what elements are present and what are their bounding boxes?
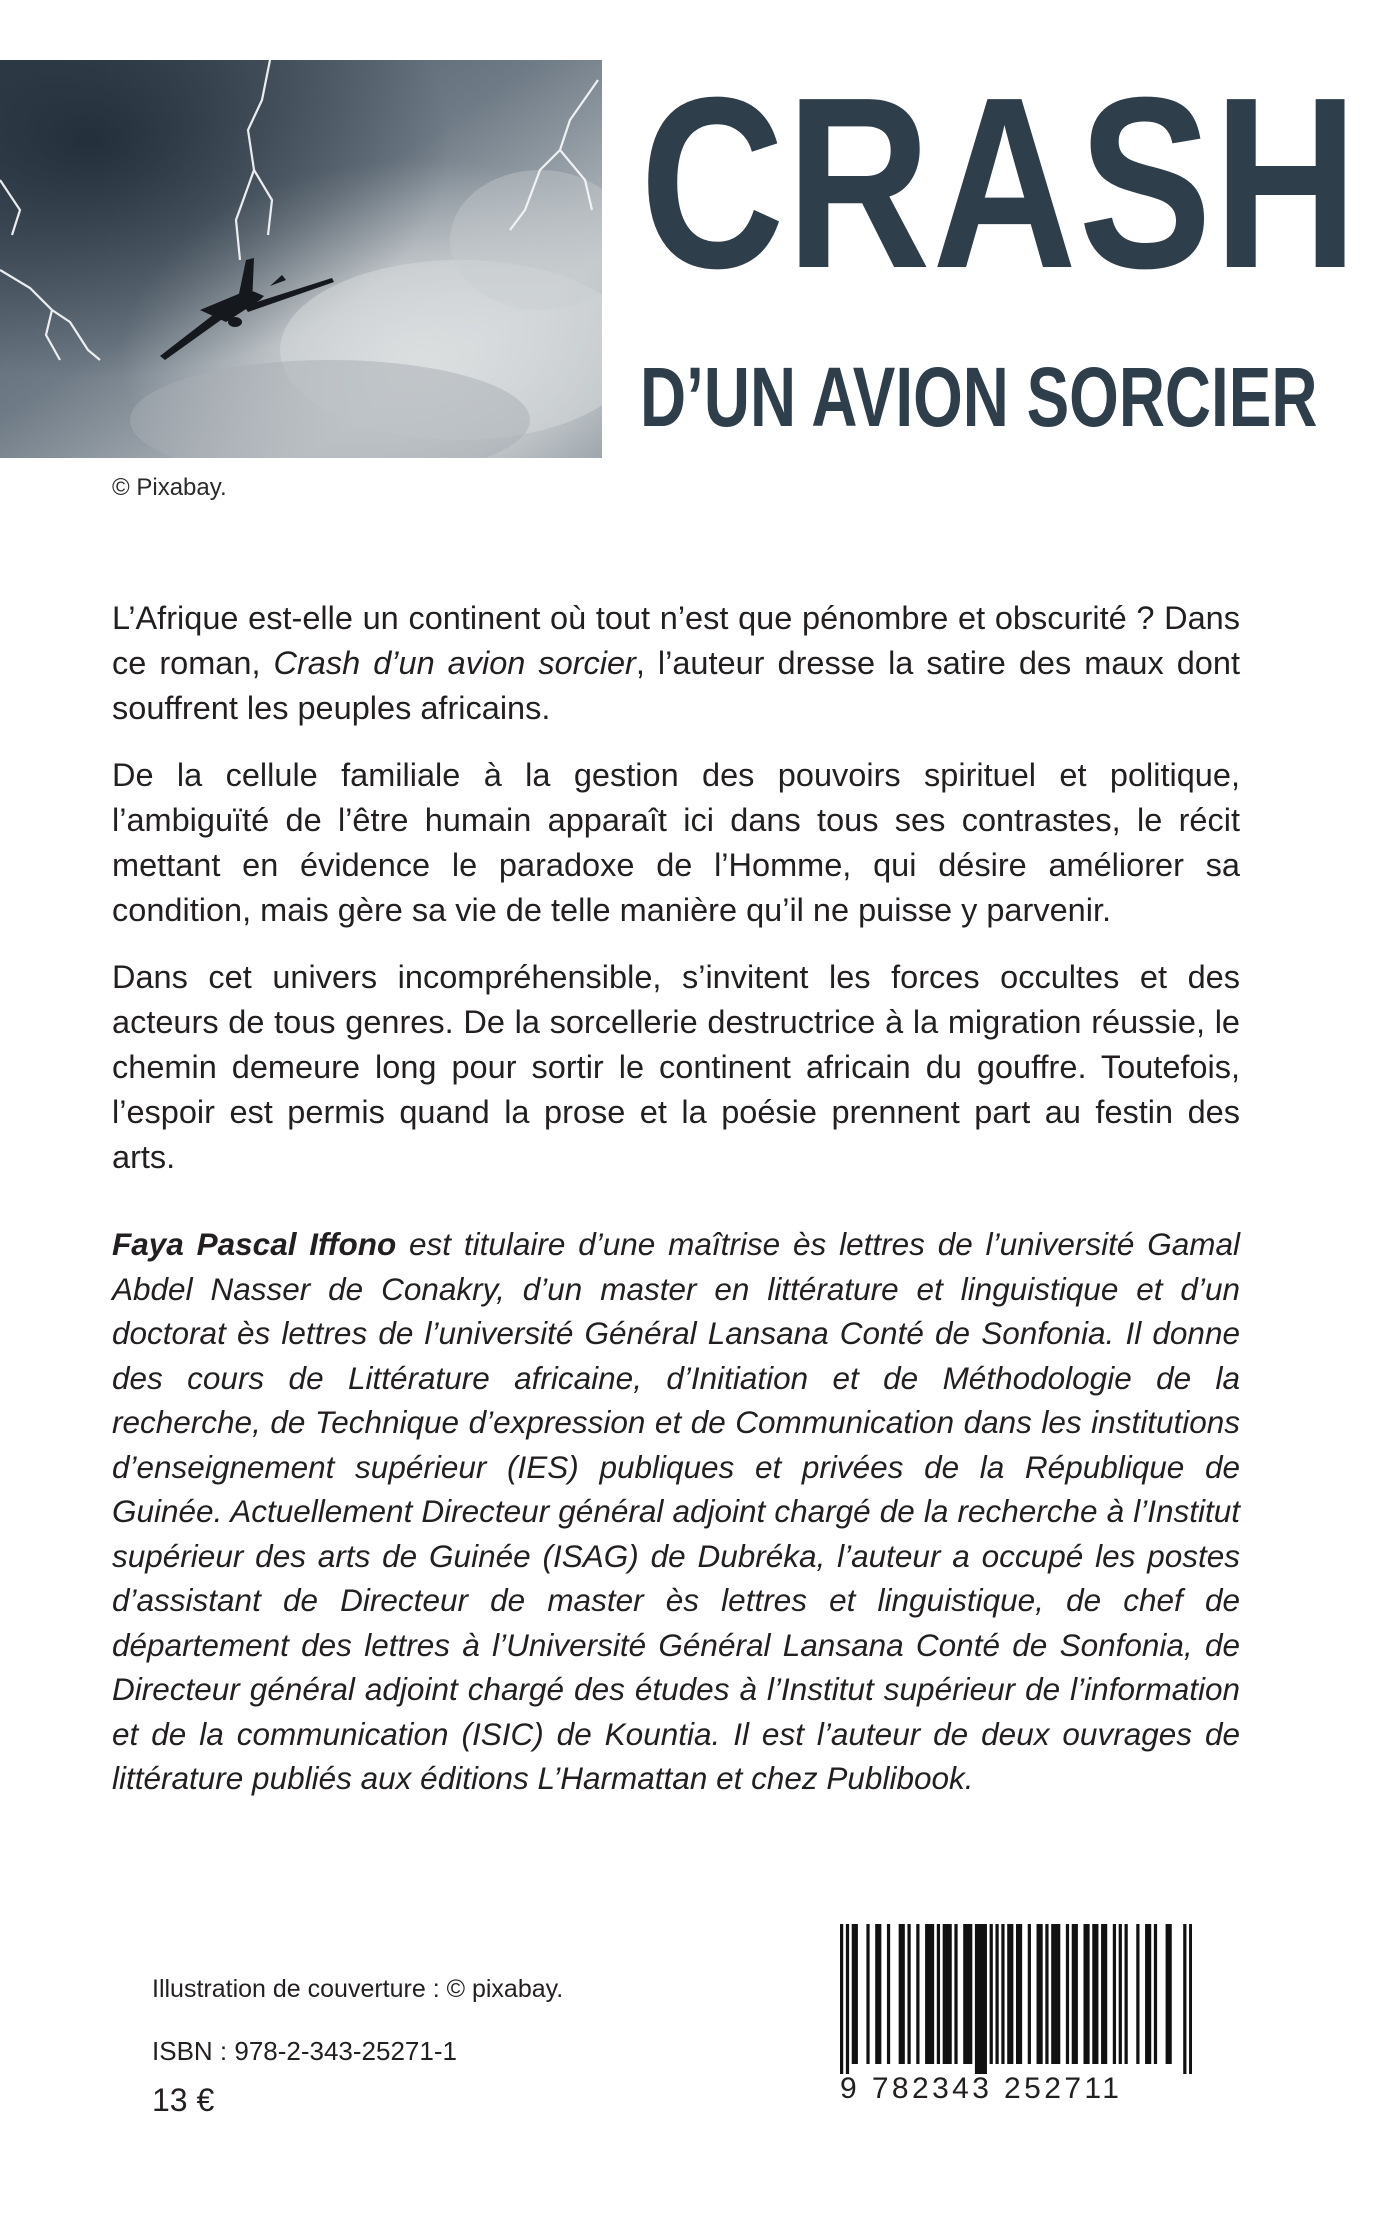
synopsis-text: , l’auteur dresse la satire des maux dont souffrent les peuples africains. bbox=[112, 645, 1240, 726]
barcode-bar bbox=[1148, 1924, 1151, 2064]
barcode-bar bbox=[1145, 1924, 1148, 2064]
barcode-bar bbox=[1169, 1924, 1172, 2064]
cover-photo-storm-airplane bbox=[0, 60, 602, 458]
synopsis-paragraph-2: De la cellule familiale à la gestion des pouvoirs spirituel et politique, l’ambiguïté de l’être humain apparaît ici dans tous ses contrastes, le récit mettant en évidence le paradoxe de l’Homme, qui désire améliorer sa condition, mais gère sa vie de telle manière qu’il ne puisse y parvenir. bbox=[112, 757, 1240, 928]
synopsis-text: L’Afrique est-elle un continent où tout n’est que pénombre et obscurité ? Dans ce roman, bbox=[112, 600, 1240, 681]
barcode-bar bbox=[981, 1924, 984, 2074]
barcode-bar bbox=[875, 1924, 878, 2064]
barcode-bar bbox=[954, 1924, 957, 2064]
barcode-bar bbox=[931, 1924, 934, 2064]
barcode-bar bbox=[1166, 1924, 1169, 2064]
price: 13 € bbox=[152, 2082, 215, 2118]
barcode-bar bbox=[1119, 1924, 1122, 2064]
barcode-bar bbox=[969, 1924, 972, 2064]
synopsis-paragraph-1 bbox=[112, 596, 1240, 731]
barcode-bar bbox=[937, 1924, 940, 2064]
barcode-bar bbox=[966, 1924, 969, 2064]
barcode-bar bbox=[1010, 1924, 1013, 2064]
barcode-bar bbox=[984, 1924, 987, 2074]
barcode-bar bbox=[878, 1924, 881, 2064]
barcode-bar bbox=[1039, 1924, 1042, 2064]
barcode-bar bbox=[1028, 1924, 1031, 2064]
barcode-bar bbox=[846, 1924, 849, 2074]
synopsis bbox=[112, 596, 1240, 1202]
barcode-bar bbox=[928, 1924, 931, 2064]
barcode-bar bbox=[963, 1924, 966, 2064]
barcode-bar bbox=[916, 1924, 919, 2064]
barcode-bar bbox=[943, 1924, 946, 2064]
author-bio-text: est titulaire d’une maîtrise ès lettres de l’université Gamal Abdel Nasser de Conakry, d’un master en littérature et linguistique et d’un doctorat ès lettres de l’université Général Lansana Conté de Sonfonia. Il donne des cours de Littérature africaine, d’Initiation et de Méthodologie de la recherche, de Technique d’expression et de Communication dans les institutions d’enseignement supérieur (IES) publiques et privées de la République de Guinée. Actuellement Directeur général adjoint chargé de la recherche à l’Institut supérieur des arts de Guinée (ISAG) de Dubréka, l’auteur a occupé les postes d’assistant de Directeur de master ès lettres et linguistique, de chef de département des lettres à l’Université Général Lansana Conté de Sonfonia, de Directeur général adjoint chargé des études à l’Institut supérieur de l’information et de la communication (ISIC) de Kountia. Il est l’auteur de deux ouvrages de littérature publiés aux éditions L’Harmattan et chez Publibook. bbox=[112, 1226, 1240, 1796]
barcode-bar bbox=[840, 1924, 843, 2074]
barcode-bar bbox=[1113, 1924, 1116, 2064]
barcode-bar bbox=[949, 1924, 952, 2064]
photo-credit: © Pixabay. bbox=[112, 474, 227, 501]
barcode-bar bbox=[1057, 1924, 1060, 2064]
barcode-bar bbox=[1007, 1924, 1010, 2064]
book-subtitle: D’UN AVION SORCIER bbox=[640, 350, 1318, 444]
barcode-bar bbox=[907, 1924, 910, 2064]
isbn: ISBN : 978-2-343-25271-1 bbox=[152, 2036, 457, 2066]
barcode-bar bbox=[899, 1924, 902, 2064]
barcode-bar bbox=[1086, 1924, 1089, 2064]
barcode-bar bbox=[1054, 1924, 1057, 2064]
book-title-inline: Crash d’un avion sorcier bbox=[273, 645, 636, 681]
barcode-bar bbox=[1075, 1924, 1078, 2064]
barcode-bar bbox=[995, 1924, 998, 2064]
barcode-bar bbox=[1092, 1924, 1095, 2064]
barcode-bar bbox=[1125, 1924, 1128, 2064]
barcode-bar bbox=[1104, 1924, 1107, 2064]
barcode bbox=[840, 1924, 1192, 2074]
barcode-bar bbox=[975, 1924, 978, 2074]
barcode-bar bbox=[1083, 1924, 1086, 2064]
book-title: CRASH bbox=[640, 46, 1360, 319]
barcode-bar bbox=[1066, 1924, 1069, 2064]
barcode-bar bbox=[855, 1924, 858, 2064]
barcode-bar bbox=[866, 1924, 869, 2064]
barcode-digits: 9 782343 252711 bbox=[840, 2072, 1123, 2105]
barcode-bar bbox=[925, 1924, 928, 2064]
barcode-bar bbox=[1189, 1924, 1192, 2074]
barcode-bar bbox=[1095, 1924, 1098, 2064]
barcode-bar bbox=[1045, 1924, 1048, 2064]
barcode-bar bbox=[1072, 1924, 1075, 2064]
barcode-bar bbox=[1016, 1924, 1019, 2064]
barcode-bar bbox=[852, 1924, 855, 2064]
barcode-bar bbox=[1037, 1924, 1040, 2064]
barcode-bar bbox=[1154, 1924, 1157, 2064]
barcode-bar bbox=[1136, 1924, 1139, 2064]
storm-sky-image bbox=[0, 60, 602, 458]
barcode-bar bbox=[1101, 1924, 1104, 2064]
barcode-bar bbox=[887, 1924, 890, 2064]
barcode-bar bbox=[946, 1924, 949, 2064]
barcode-bar bbox=[978, 1924, 981, 2074]
synopsis-paragraph-3: Dans cet univers incompréhensible, s’invitent les forces occultes et des acteurs de tous genres. De la sorcellerie destructrice à la migration réussie, le chemin demeure long pour sortir le continent africain du gouffre. Toutefois, l’espoir est permis quand la prose et la poésie prennent part au festin des arts. bbox=[112, 959, 1240, 1175]
barcode-bar bbox=[1001, 1924, 1004, 2064]
barcode-bar bbox=[1051, 1924, 1054, 2064]
barcode-bar bbox=[1019, 1924, 1022, 2064]
barcode-bar bbox=[902, 1924, 905, 2064]
cover-illustration-credit: Illustration de couverture : © pixabay. bbox=[152, 1975, 564, 2003]
barcode-bar bbox=[1183, 1924, 1186, 2074]
barcode-bar bbox=[990, 1924, 993, 2064]
author-bio bbox=[112, 1222, 1240, 1801]
author-name: Faya Pascal Iffono bbox=[112, 1226, 397, 1262]
